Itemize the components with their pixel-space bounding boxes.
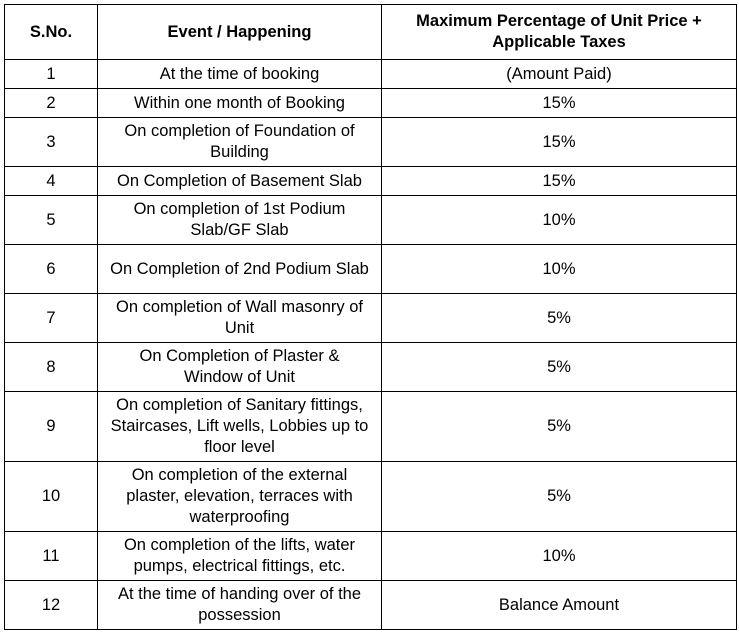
row-sno: 4 (5, 167, 98, 196)
row-percentage: 15% (382, 167, 737, 196)
table-row (5, 60, 737, 89)
row-sno: 3 (5, 118, 98, 167)
row-sno: 2 (5, 89, 98, 118)
row-event: On completion of the external plaster, elevation, terraces with waterproofing (98, 462, 382, 532)
table-header-row (5, 5, 737, 60)
row-event: On completion of 1st Podium Slab/GF Slab (98, 196, 382, 245)
table-row (5, 118, 737, 167)
row-percentage: 5% (382, 392, 737, 462)
row-percentage: 15% (382, 89, 737, 118)
row-event: On Completion of Basement Slab (98, 167, 382, 196)
row-sno: 1 (5, 60, 98, 89)
row-sno: 6 (5, 245, 98, 294)
row-percentage: 15% (382, 118, 737, 167)
table-row (5, 167, 737, 196)
table-row (5, 532, 737, 581)
table-row (5, 343, 737, 392)
row-percentage: 10% (382, 196, 737, 245)
row-percentage: 10% (382, 245, 737, 294)
row-sno: 7 (5, 294, 98, 343)
table-row (5, 392, 737, 462)
table-row (5, 462, 737, 532)
row-sno: 10 (5, 462, 98, 532)
row-event: On Completion of Plaster & Window of Unit (98, 343, 382, 392)
row-event: At the time of booking (98, 60, 382, 89)
payment-schedule-table (4, 4, 737, 630)
table-row (5, 196, 737, 245)
table-row (5, 89, 737, 118)
row-sno: 9 (5, 392, 98, 462)
row-event: Within one month of Booking (98, 89, 382, 118)
row-percentage: Balance Amount (382, 581, 737, 630)
row-sno: 8 (5, 343, 98, 392)
row-percentage: 5% (382, 294, 737, 343)
row-percentage: 10% (382, 532, 737, 581)
header-percentage: Maximum Percentage of Unit Price + Applicable Taxes (382, 5, 737, 60)
header-event: Event / Happening (98, 5, 382, 60)
header-sno: S.No. (5, 5, 98, 60)
row-event: On completion of Sanitary fittings, Staircases, Lift wells, Lobbies up to floor level (98, 392, 382, 462)
row-event: On completion of Foundation of Building (98, 118, 382, 167)
table-row (5, 245, 737, 294)
row-sno: 11 (5, 532, 98, 581)
row-event: On Completion of 2nd Podium Slab (98, 245, 382, 294)
row-event: On completion of Wall masonry of Unit (98, 294, 382, 343)
row-percentage: (Amount Paid) (382, 60, 737, 89)
table-row (5, 581, 737, 630)
table-row (5, 294, 737, 343)
row-event: At the time of handing over of the possession (98, 581, 382, 630)
row-sno: 12 (5, 581, 98, 630)
row-sno: 5 (5, 196, 98, 245)
row-percentage: 5% (382, 343, 737, 392)
row-percentage: 5% (382, 462, 737, 532)
row-event: On completion of the lifts, water pumps, electrical fittings, etc. (98, 532, 382, 581)
